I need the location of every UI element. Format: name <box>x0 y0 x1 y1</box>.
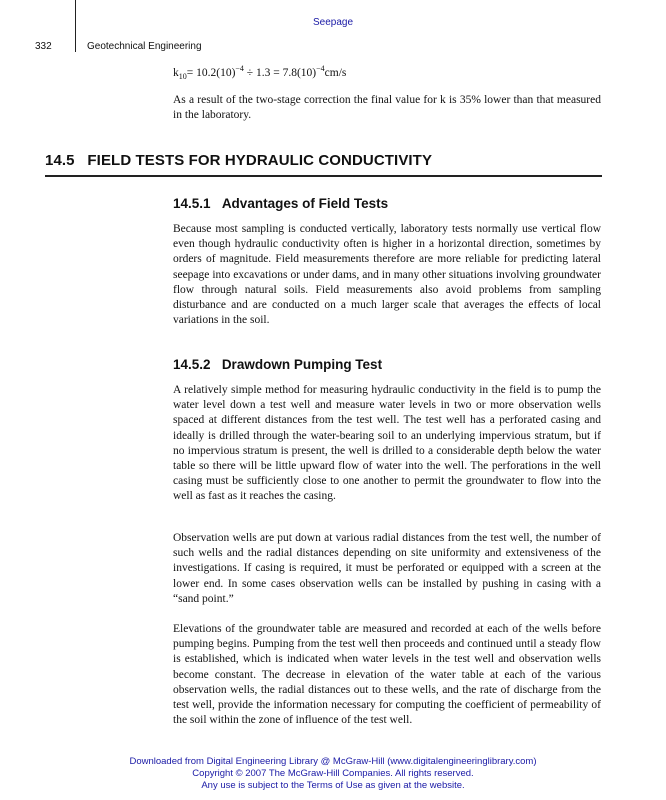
formula-exponent-1: −4 <box>235 64 244 73</box>
intro-paragraph: As a result of the two-stage correction the final value for k is 35% lower than that measured in the laboratory. <box>173 94 601 122</box>
running-head: Geotechnical Engineering <box>87 41 202 52</box>
drawdown-paragraph-1: A relatively simple method for measuring hydraulic conductivity in the field is to pump the water level down a test well and measure water levels in two or more observation wells spaced at different distances from the test well. The test well has a perforated casing and ideally is drilled through the water-bearing soil to an underlying impervious stratum, but if no impervious stratum is present, the well is drilled to a considerable depth below the water table so there will be little upward flow of water into the well. The perforations in the well casing must be sufficiently close to one another to permit the groundwater to flow into the well as fast as it reaches the casing. <box>173 384 601 503</box>
section-title: FIELD TESTS FOR HYDRAULIC CONDUCTIVITY <box>87 152 433 169</box>
formula-part-1: = 10.2(10) <box>186 66 236 79</box>
subsection-1-title: Advantages of Field Tests <box>221 196 389 211</box>
drawdown-paragraph-3: Elevations of the groundwater table are measured and recorded at each of the wells before pumping begins. Pumping from the test well then proceeds and continued until a steady flow is established, which is indicated when water levels in the test well and observation wells become constant. The decrease in elevation of the water table at each of the various observation wells, the radial distances out to these wells, and the rate of discharge from the test well, provide the information necessary for computing the coefficient of permeability of the soil within the zone of influence of the test well. <box>173 623 601 727</box>
formula-subscript: 10 <box>178 72 187 82</box>
footer-copyright: Copyright © 2007 The McGraw-Hill Companies. All rights reserved. <box>192 768 474 779</box>
subsection-2-title: Drawdown Pumping Test <box>221 357 383 372</box>
formula-units: cm/s <box>324 66 347 79</box>
subsection-2-number: 14.5.2 <box>173 357 211 372</box>
formula-part-2: ÷ 1.3 = 7.8(10) <box>243 66 317 79</box>
chapter-title-header: Seepage <box>312 17 354 28</box>
footer-terms[interactable]: Any use is subject to the Terms of Use as given at the website. <box>201 780 465 791</box>
drawdown-paragraph-2: Observation wells are put down at various radial distances from the test well, the number of such wells and the radial distances depending on site uniformity and extensiveness of the investigations. If casing is required, it must be perforated or equipped with a screen at the lower end. In some cases observation wells can be installed by pushing in casing with a “sand point.” <box>173 532 601 605</box>
formula-k10: $k_{10}= 10.2(10)^{-4} \div 1.3 = 7.8(10)^{-4}cm/s$ <box>173 64 347 82</box>
formula-exponent-2: −4 <box>316 64 325 73</box>
subsection-heading-advantages <box>173 196 388 211</box>
subsection-1-number: 14.5.1 <box>173 196 211 211</box>
section-number: 14.5 <box>45 152 75 169</box>
page-number: 332 <box>35 41 52 52</box>
header-divider <box>75 0 76 52</box>
section-heading <box>45 152 432 169</box>
advantages-paragraph: Because most sampling is conducted vertically, laboratory tests normally use vertical flow even though hydraulic conductivity often is higher in a horizontal direction, sometimes by orders of magnitude. Field measurements therefore are more reliable for predicting lateral seepage into excavations or under dams, and in many other situations involving groundwater flow through natural soils. Field measurements also avoid problems from sampling disturbance and are conducted on a much larger scale that averages the effects of local variations in the soil. <box>173 223 601 327</box>
subsection-heading-drawdown <box>173 357 382 372</box>
section-rule <box>45 175 602 177</box>
footer-download-link[interactable]: Downloaded from Digital Engineering Library @ McGraw-Hill (www.digitalengineeringlibrary.com) <box>129 756 537 767</box>
